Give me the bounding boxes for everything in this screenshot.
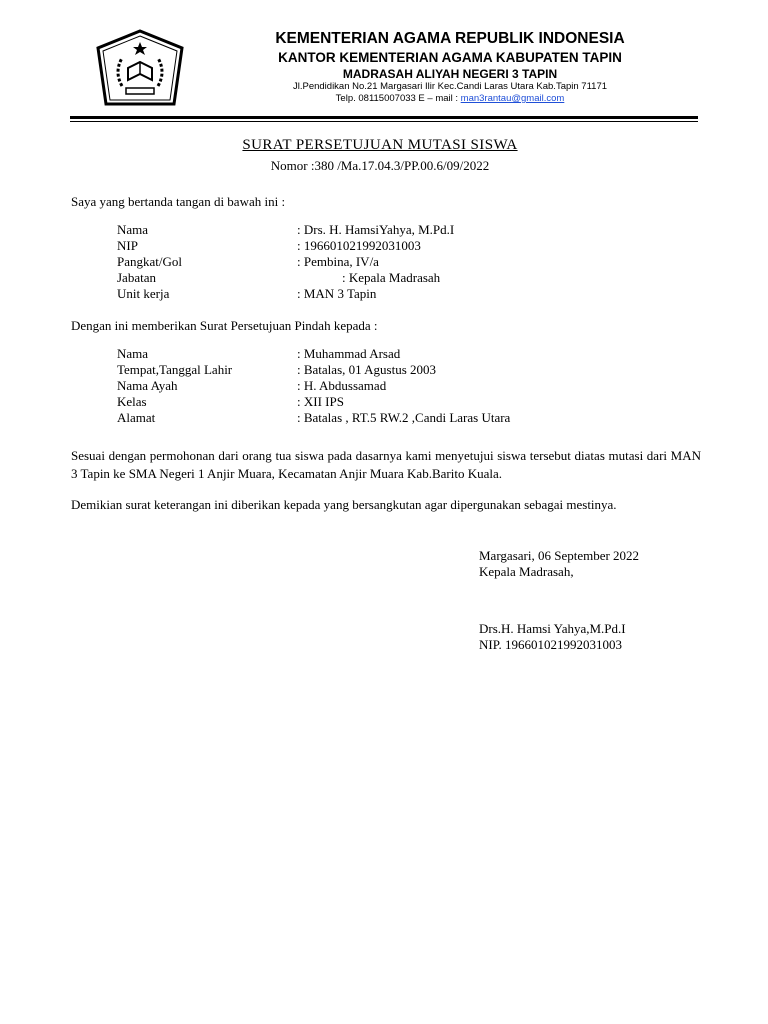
closing-paragraph: Demikian surat keterangan ini diberikan kepada yang bersangkutan agar dipergunakan sebagai mestinya. [71, 497, 617, 512]
signer-position: Kepala Madrasah, [479, 564, 574, 579]
signer-value: : 196601021992031003 [297, 238, 421, 253]
school-name: MADRASAH ALIYAH NEGERI 3 TAPIN [342, 67, 558, 81]
signer-label: Unit kerja [117, 286, 170, 301]
student-value: : Muhammad Arsad [297, 346, 401, 361]
student-value: : H. Abdussamad [297, 378, 387, 393]
contact-prefix: Telp. 08115007033 E – mail : [335, 93, 461, 104]
signer-value: : Pembina, IV/a [297, 254, 379, 269]
student-label: Nama [117, 346, 149, 361]
signer-label: NIP [117, 238, 138, 253]
letterhead-rule-thick [70, 116, 698, 119]
letter-number: Nomor :380 /Ma.17.04.3/PP.00.6/09/2022 [270, 158, 490, 173]
student-label: Alamat [117, 410, 156, 425]
student-value: : Batalas, 01 Agustus 2003 [297, 362, 437, 377]
signer-nip: NIP. 196601021992031003 [479, 637, 623, 652]
letter-title: SURAT PERSETUJUAN MUTASI SISWA [242, 137, 518, 153]
intro-text: Saya yang bertanda tangan di bawah ini : [71, 194, 286, 209]
student-label: Kelas [117, 394, 147, 409]
office-name: KANTOR KEMENTERIAN AGAMA KABUPATEN TAPIN [278, 50, 622, 65]
email-link[interactable]: man3rantau@gmail.com [460, 93, 565, 104]
body-paragraph: Sesuai dengan permohonan dari orang tua siswa pada dasarnya kami menyetujui siswa tersebut diatas mutasi dari MAN 3 Tapin ke SMA Negeri 1 Anjir Muara, Kecamatan Anjir Muara Kab.Barito Kuala. [71, 448, 701, 481]
signer-value: : Drs. H. HamsiYahya, M.Pd.I [297, 222, 455, 237]
student-value: : Batalas , RT.5 RW.2 ,Candi Laras Utara [297, 410, 511, 425]
place-date: Margasari, 06 September 2022 [479, 548, 640, 563]
letterhead-rule-thin [70, 121, 698, 122]
student-value: : XII IPS [297, 394, 344, 409]
intro2-text: Dengan ini memberikan Surat Persetujuan Pindah kepada : [71, 318, 378, 333]
school-address: Jl.Pendidikan No.21 Margasari Ilir Kec.Candi Laras Utara Kab.Tapin 71171 [292, 81, 608, 92]
signer-value: : Kepala Madrasah [342, 270, 441, 285]
signer-name: Drs.H. Hamsi Yahya,M.Pd.I [479, 621, 626, 636]
student-label: Nama Ayah [117, 378, 178, 393]
student-label: Tempat,Tanggal Lahir [117, 362, 233, 377]
school-contact [240, 93, 660, 104]
kemenag-emblem-icon [92, 28, 188, 108]
ministry-name: KEMENTERIAN AGAMA REPUBLIK INDONESIA [275, 30, 625, 47]
kemenag-logo [92, 28, 188, 108]
signer-label: Jabatan [117, 270, 156, 285]
signer-value: : MAN 3 Tapin [297, 286, 377, 301]
signer-label: Pangkat/Gol [117, 254, 182, 269]
signer-label: Nama [117, 222, 149, 237]
